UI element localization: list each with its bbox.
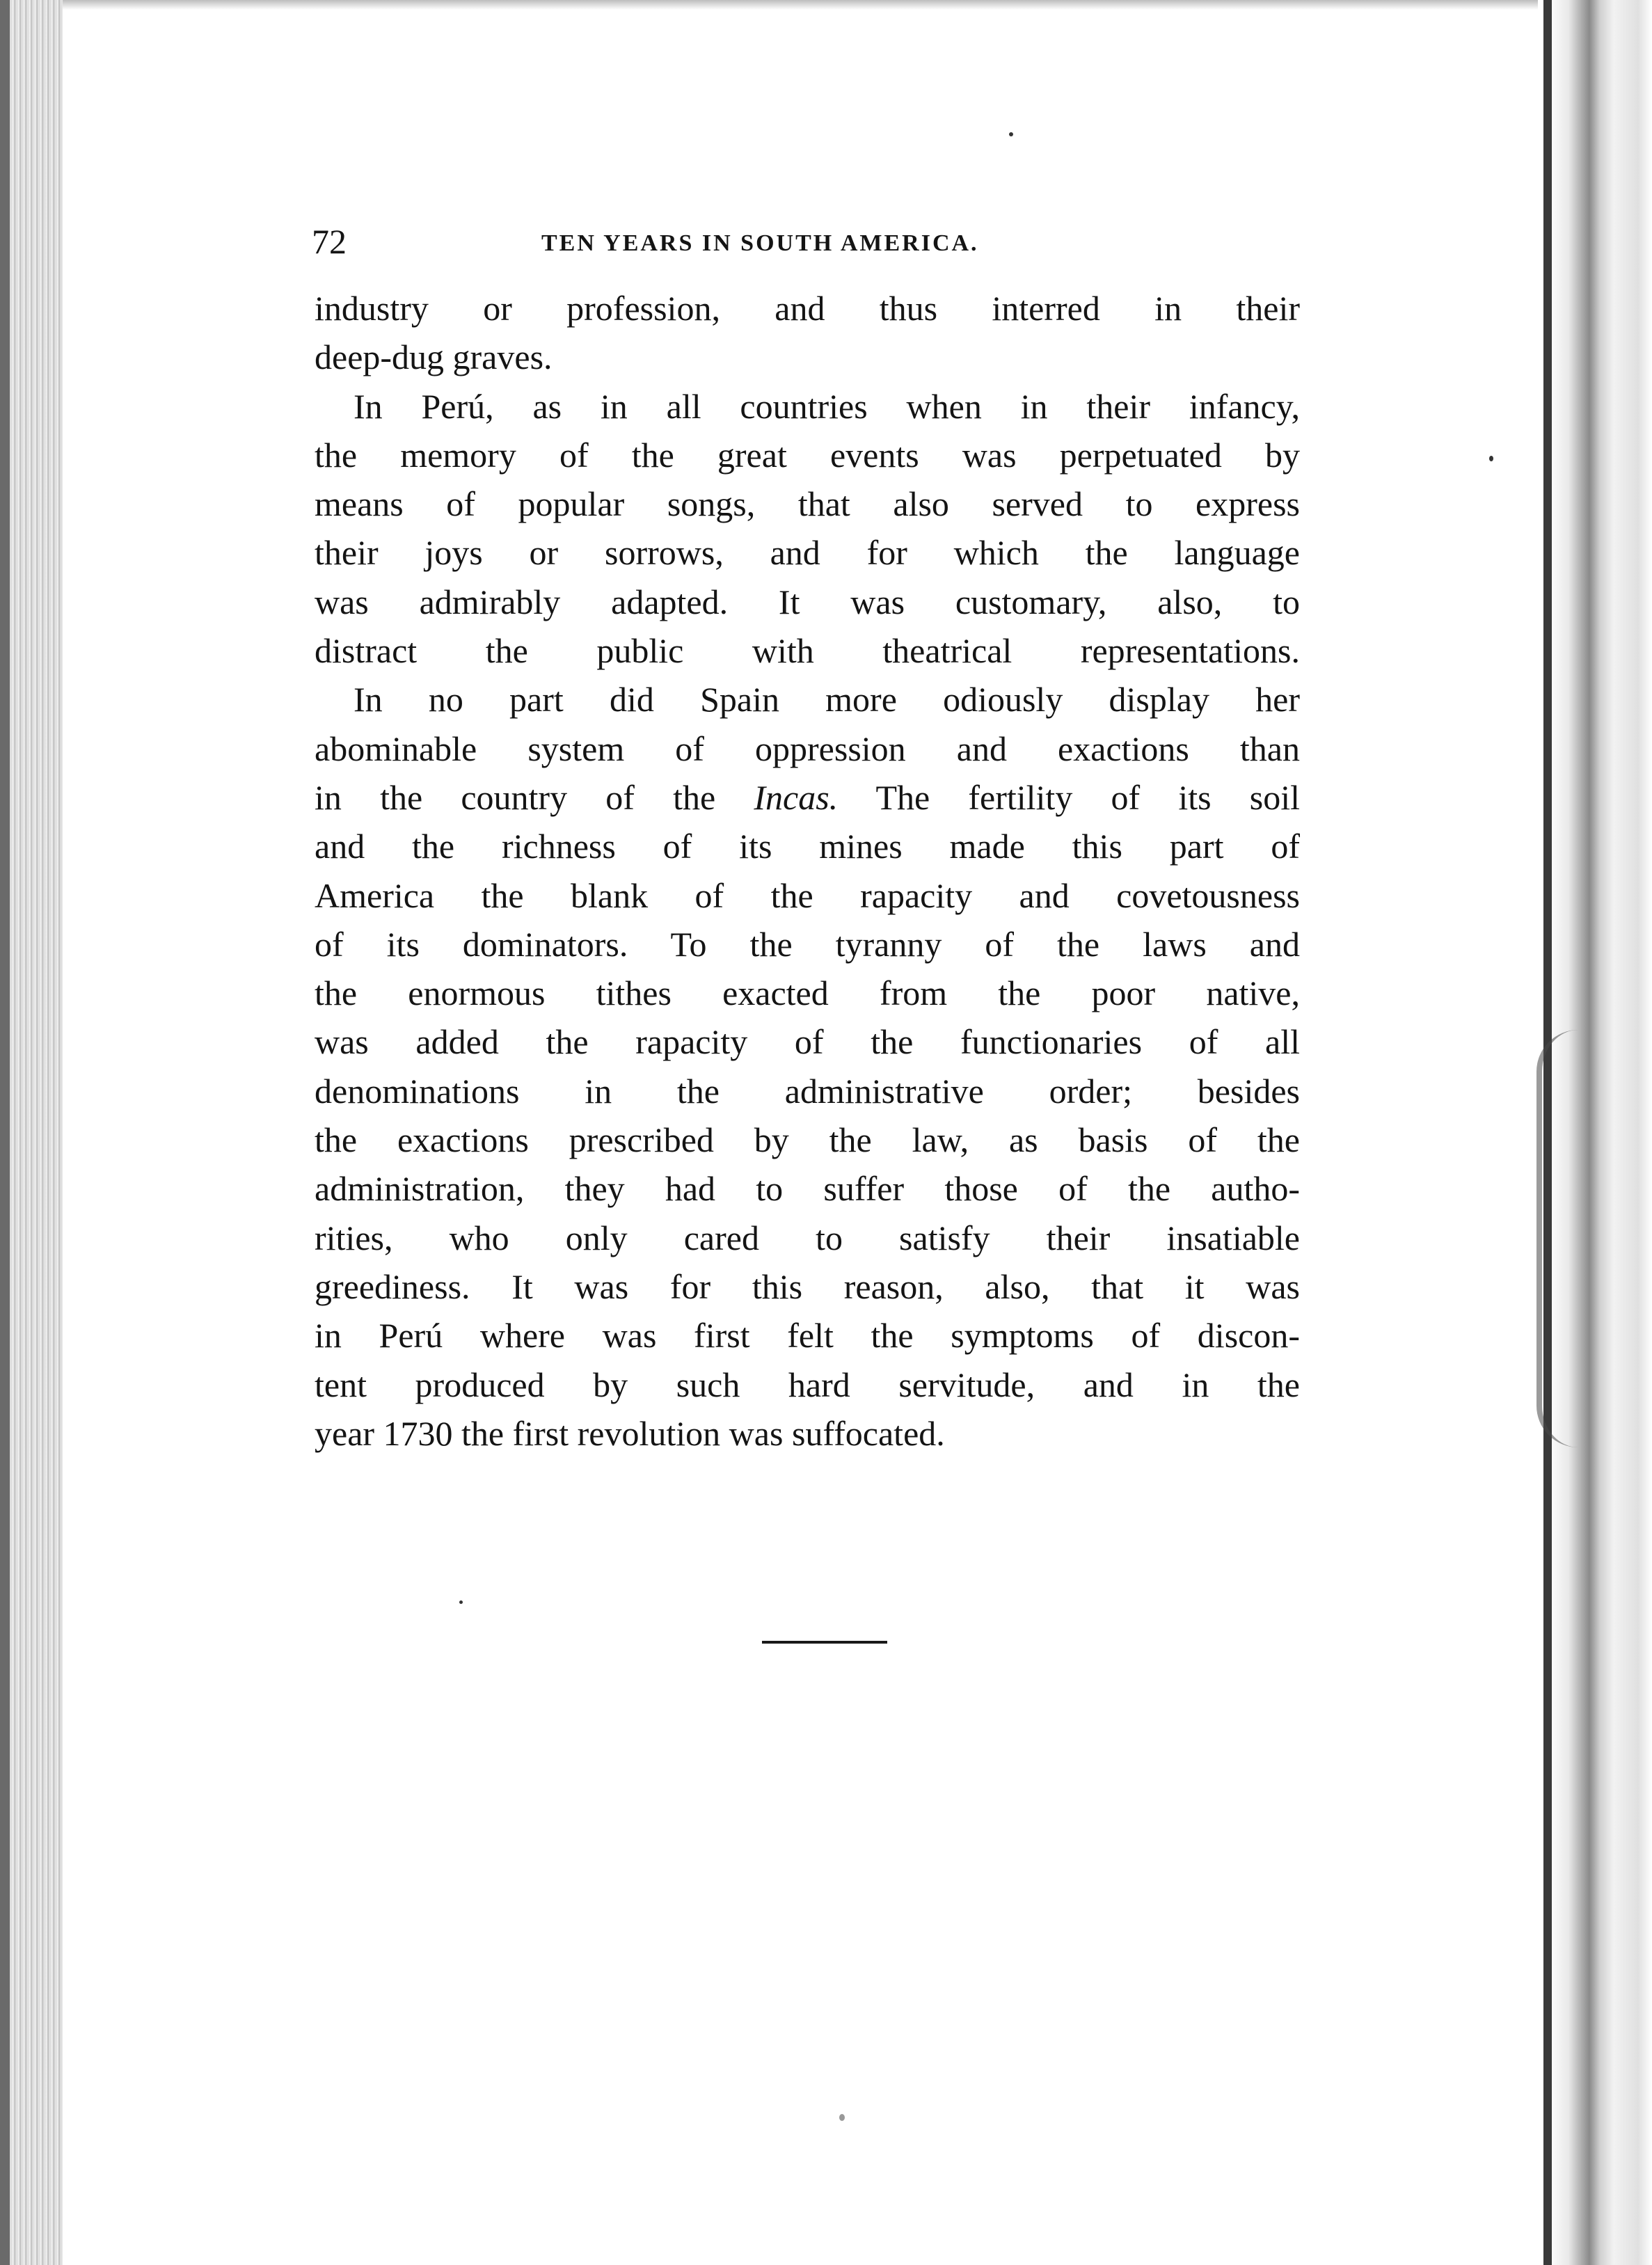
- text-line: rities, who only cared to satisfy their insatiable: [315, 1218, 1300, 1257]
- text-line: America the blank of the rapacity and covetousness: [315, 875, 1300, 915]
- text-line: In Perú, as in all countries when in their infancy,: [354, 386, 1300, 426]
- body-text: [315, 284, 1300, 1458]
- text-line: the enormous tithes exacted from the poor native,: [315, 973, 1300, 1013]
- text-line: and the richness of its mines made this part of: [315, 827, 1300, 866]
- text-line: the exactions prescribed by the law, as basis of the: [315, 1120, 1300, 1160]
- text-line: in Perú where was first felt the symptoms of discon-: [315, 1316, 1300, 1356]
- text-line: deep-dug graves.: [315, 337, 553, 377]
- scan-speck: [839, 2114, 845, 2121]
- text-line: industry or profession, and thus interred in their: [315, 289, 1300, 328]
- text-line: was admirably adapted. It was customary, also, to: [315, 582, 1300, 621]
- text-line: administration, they had to suffer those of the autho-: [315, 1169, 1300, 1209]
- scan-speck: [1009, 132, 1013, 136]
- text-segment: The fertility of its soil: [838, 777, 1300, 817]
- text-line: distract the public with theatrical representations.: [315, 631, 1300, 671]
- text-line: of its dominators. To the tyranny of the laws and: [315, 924, 1300, 964]
- scan-speck: [459, 1600, 463, 1604]
- text-line: In no part did Spain more odiously display her: [354, 680, 1300, 720]
- text-line: their joys or sorrows, and for which the language: [315, 533, 1300, 573]
- text-line: greediness. It was for this reason, also, that it was: [315, 1266, 1300, 1306]
- running-head: [312, 217, 1286, 266]
- text-segment: in the country of the: [315, 777, 754, 817]
- text-line: abominable system of oppression and exactions than: [315, 729, 1300, 768]
- text-line: year 1730 the first revolution was suffocated.: [315, 1413, 945, 1453]
- section-end-rule: [762, 1641, 887, 1644]
- scan-speck: [1489, 456, 1493, 461]
- page-number: 72: [312, 222, 347, 261]
- running-title: TEN YEARS IN SOUTH AMERICA.: [541, 230, 979, 256]
- italic-term: Incas.: [754, 777, 839, 817]
- text-line: tent produced by such hard servitude, and in the: [315, 1365, 1300, 1404]
- text-line: denominations in the administrative order; besides: [315, 1071, 1300, 1111]
- text-line: means of popular songs, that also served to express: [315, 484, 1300, 524]
- text-line: was added the rapacity of the functionaries of all: [315, 1022, 1300, 1062]
- text-line: the memory of the great events was perpetuated by: [315, 435, 1300, 475]
- text-line: [315, 773, 1300, 822]
